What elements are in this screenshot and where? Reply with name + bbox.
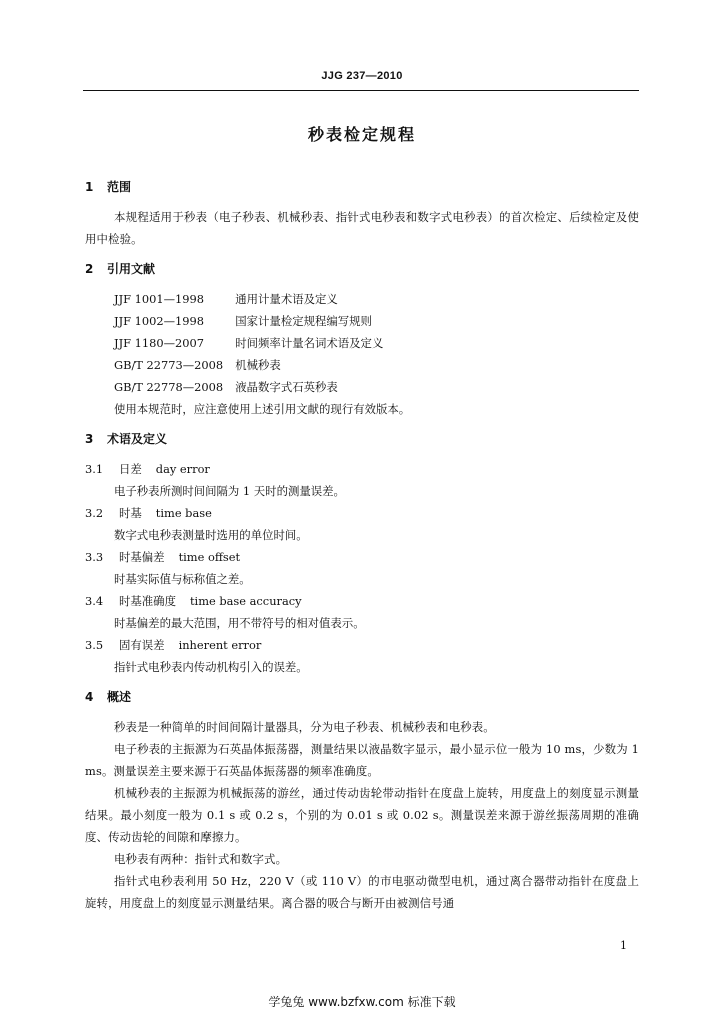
reference-code: JJF 1002—1998	[114, 314, 205, 328]
term-name: 固有误差	[119, 638, 165, 652]
reference-code: GB/T 22773—2008	[114, 358, 224, 372]
term-definition: 时基实际值与标称值之差。	[114, 572, 251, 586]
section-title: 术语及定义	[107, 432, 168, 446]
term-name: 时基偏差	[119, 550, 165, 564]
section-title: 概述	[107, 690, 132, 704]
section-heading-terms	[85, 428, 639, 450]
term-name: 时基准确度	[119, 594, 176, 608]
term-number: 3.4	[85, 594, 104, 608]
reference-name: 通用计量术语及定义	[235, 292, 338, 306]
term-english: day error	[155, 462, 210, 476]
term-english: time offset	[178, 550, 241, 564]
page-number: 1	[620, 939, 627, 952]
overview-paragraph: 机械秒表的主振源为机械振荡的游丝，通过传动齿轮带动指针在度盘上旋转，用度盘上的刻度显示测量结果。最小刻度一般为 0.1 s 或 0.2 s，个别的为 0.01 s 或 0.02 s。测量误差来源于游丝振荡周期的准确度、传动齿轮的间隙和摩擦力。	[85, 786, 639, 844]
reference-item	[85, 288, 639, 310]
term-number: 3.3	[85, 550, 104, 564]
term-entry	[85, 546, 639, 568]
running-header: JJG 237—2010	[321, 70, 403, 82]
reference-name: 液晶数字式石英秒表	[235, 380, 338, 394]
reference-note: 使用本规范时，应注意使用上述引用文献的现行有效版本。	[114, 402, 411, 416]
term-name: 日差	[119, 462, 142, 476]
section-heading-references	[85, 258, 639, 280]
term-english: time base accuracy	[189, 594, 302, 608]
section-heading-scope	[85, 176, 639, 198]
reference-name: 国家计量检定规程编写规则	[235, 314, 372, 328]
scope-paragraph: 本规程适用于秒表（电子秒表、机械秒表、指针式电秒表和数字式电秒表）的首次检定、后续检定及使用中检验。	[85, 210, 639, 246]
reference-code: JJF 1001—1998	[114, 292, 205, 306]
watermark-footer: 学兔兔 www.bzfxw.com 标准下载	[268, 995, 456, 1009]
overview-paragraph: 指针式电秒表利用 50 Hz，220 V（或 110 V）的市电驱动微型电机，通过离合器带动指针在度盘上旋转，用度盘上的刻度显示测量结果。离合器的吸合与断开由被测信号通	[85, 874, 639, 910]
term-definition: 时基偏差的最大范围，用不带符号的相对值表示。	[114, 616, 365, 630]
term-english: inherent error	[178, 638, 262, 652]
document-body	[85, 176, 639, 914]
overview-paragraph: 电子秒表的主振源为石英晶体振荡器，测量结果以液晶数字显示，最小显示位一般为 10 ms，少数为 1 ms。测量误差主要来源于石英晶体振荡器的频率准确度。	[85, 742, 639, 778]
reference-item	[85, 332, 639, 354]
section-number: 2	[85, 262, 94, 276]
term-number: 3.5	[85, 638, 104, 652]
overview-paragraph: 电秒表有两种：指针式和数字式。	[114, 852, 288, 866]
document-title: 秒表检定规程	[307, 125, 416, 144]
reference-code: GB/T 22778—2008	[114, 380, 224, 394]
section-title: 引用文献	[107, 262, 156, 276]
term-entry	[85, 590, 639, 612]
term-definition: 指针式电秒表内传动机构引入的误差。	[114, 660, 308, 674]
reference-name: 机械秒表	[235, 358, 281, 372]
term-entry	[85, 458, 639, 480]
term-entry	[85, 634, 639, 656]
term-definition: 数字式电秒表测量时选用的单位时间。	[114, 528, 308, 542]
reference-item	[85, 376, 639, 398]
overview-paragraph: 秒表是一种简单的时间间隔计量器具，分为电子秒表、机械秒表和电秒表。	[114, 720, 495, 734]
reference-code: JJF 1180—2007	[114, 336, 205, 350]
term-number: 3.1	[85, 462, 104, 476]
section-number: 4	[85, 690, 94, 704]
term-entry	[85, 502, 639, 524]
term-number: 3.2	[85, 506, 104, 520]
term-english: time base	[155, 506, 212, 520]
term-name: 时基	[119, 506, 142, 520]
reference-item	[85, 310, 639, 332]
section-title: 范围	[107, 180, 132, 194]
section-number: 3	[85, 432, 94, 446]
reference-item	[85, 354, 639, 376]
header-rule	[83, 90, 639, 91]
section-number: 1	[85, 180, 94, 194]
term-definition: 电子秒表所测时间间隔为 1 天时的测量误差。	[114, 484, 345, 498]
section-heading-overview	[85, 686, 639, 708]
reference-name: 时间频率计量名词术语及定义	[235, 336, 384, 350]
